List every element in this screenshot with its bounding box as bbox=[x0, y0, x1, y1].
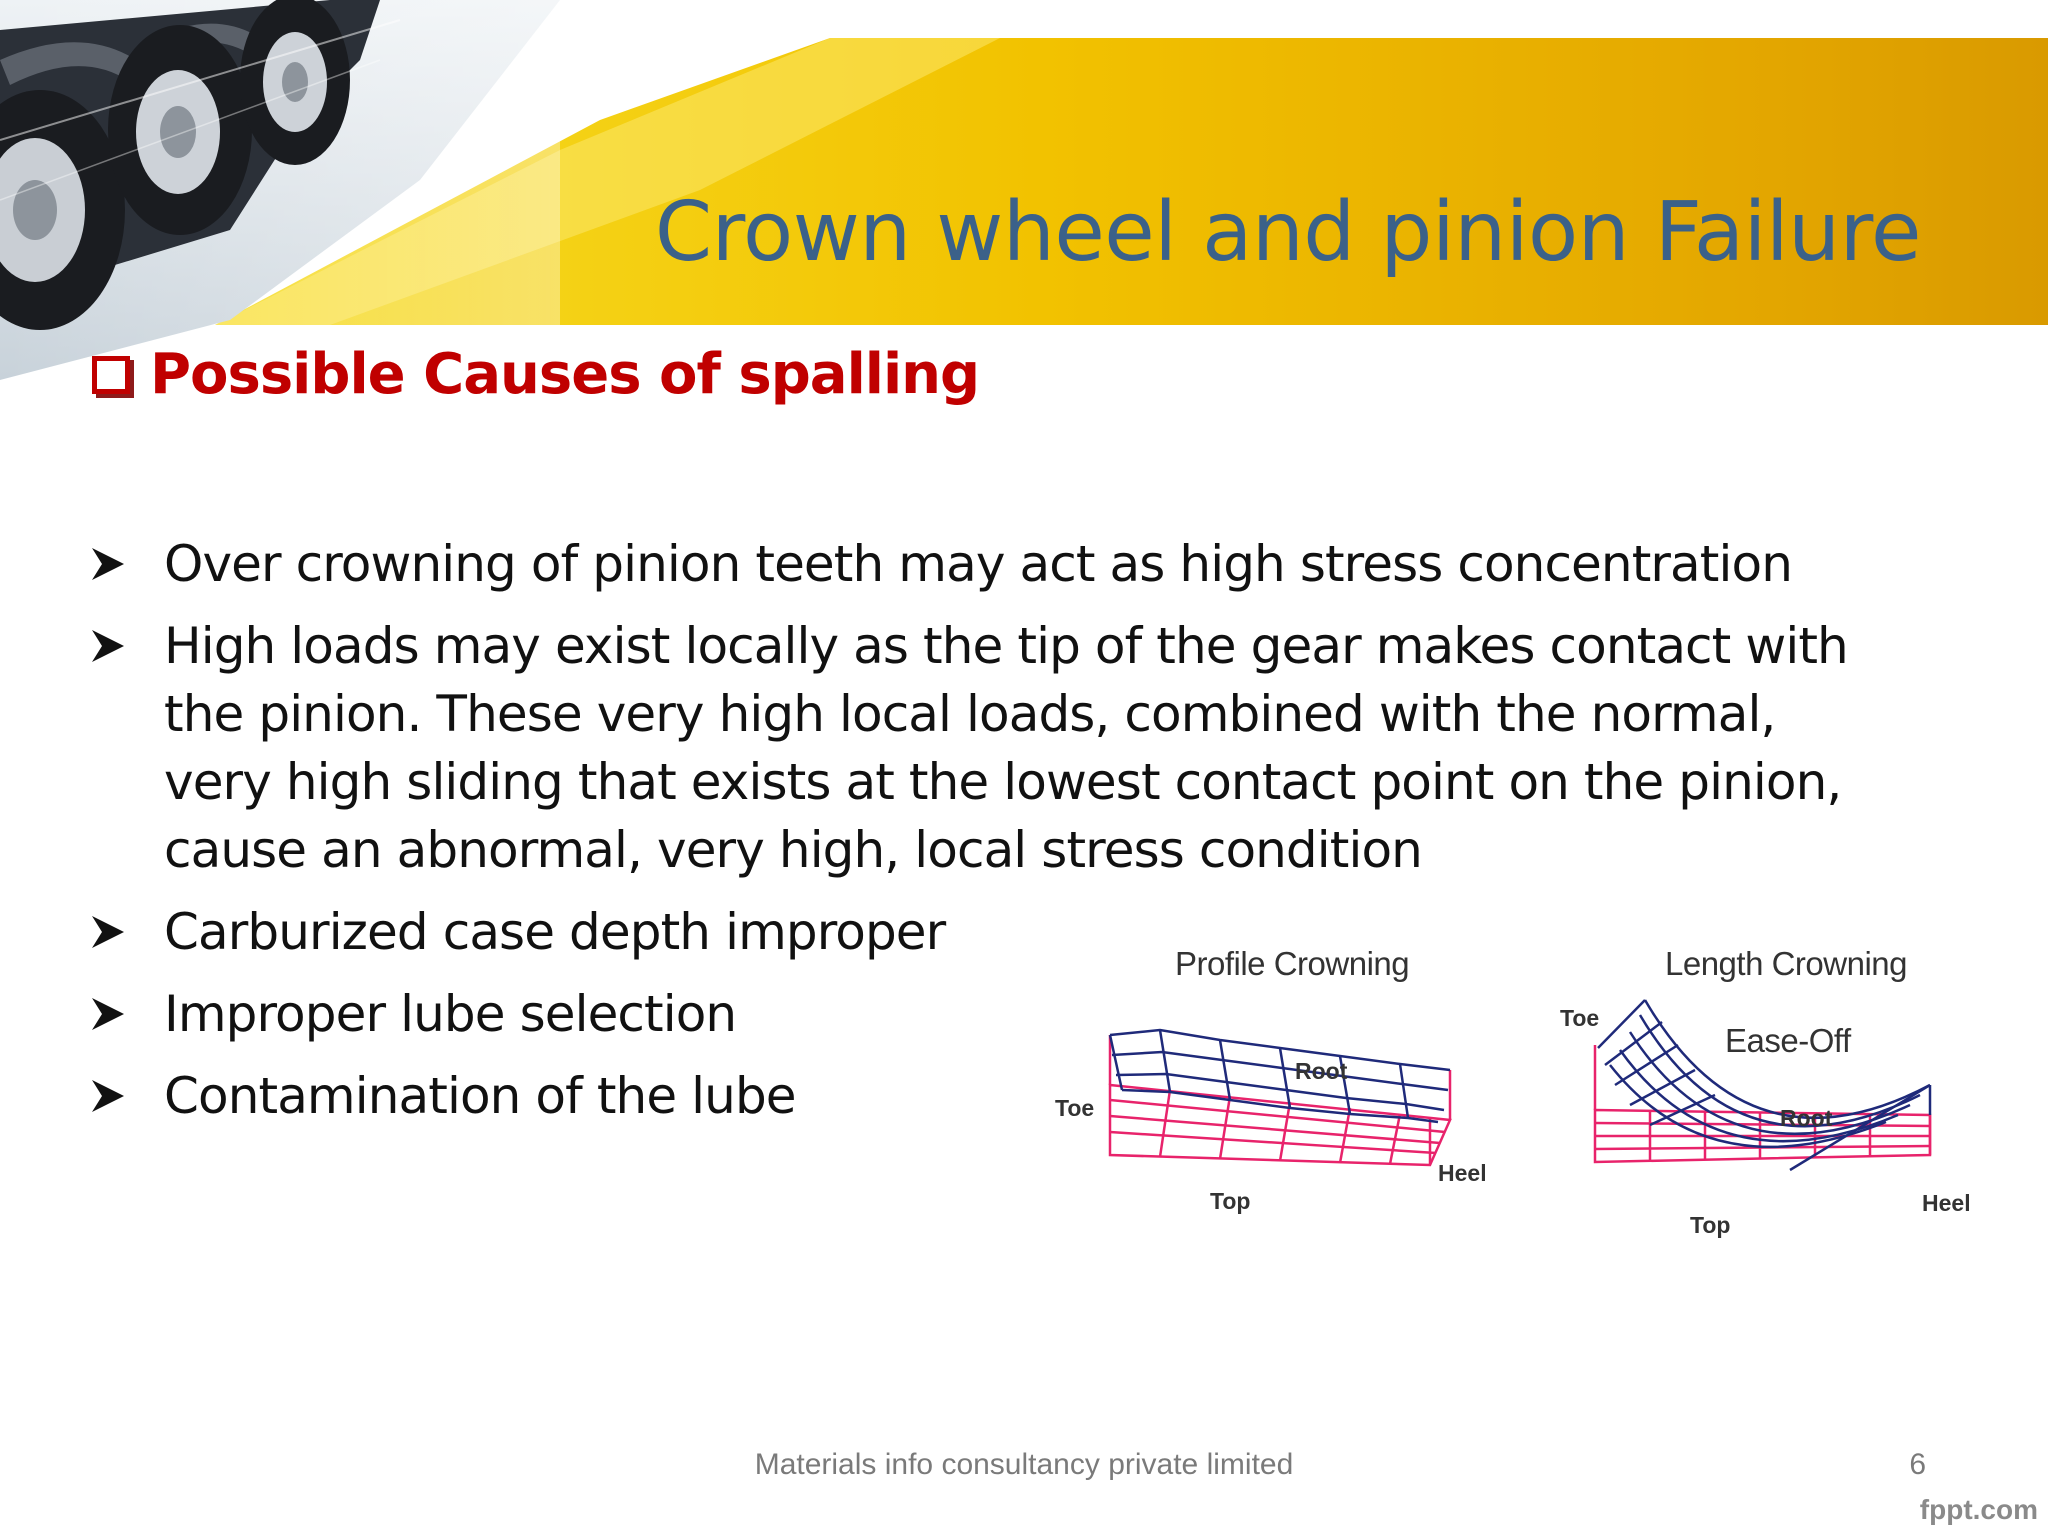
profile-root-label: Root bbox=[1295, 1058, 1348, 1084]
crowning-wireframe-image bbox=[1050, 940, 1990, 1270]
profile-crowning-title: Profile Crowning bbox=[1175, 945, 1410, 982]
list-item bbox=[90, 612, 1870, 884]
bullet-text: Carburized case depth improper bbox=[164, 903, 946, 961]
arrow-bullet-icon bbox=[90, 546, 126, 582]
ease-off-label: Ease-Off bbox=[1725, 1022, 1851, 1059]
length-heel-label: Heel bbox=[1922, 1190, 1971, 1216]
profile-toe-label: Toe bbox=[1055, 1095, 1095, 1121]
slide-title: Crown wheel and pinion Failure bbox=[654, 185, 1921, 280]
list-item bbox=[90, 530, 1870, 598]
page-number: 6 bbox=[1909, 1448, 1926, 1481]
arrow-bullet-icon bbox=[90, 914, 126, 950]
truck-wheels-image bbox=[0, 0, 560, 380]
arrow-bullet-icon bbox=[90, 1078, 126, 1114]
watermark: fppt.com bbox=[1919, 1494, 2038, 1525]
length-top-label: Top bbox=[1690, 1212, 1731, 1238]
bullet-text: Over crowning of pinion teeth may act as high stress concentration bbox=[164, 535, 1792, 593]
profile-heel-label: Heel bbox=[1438, 1160, 1487, 1186]
subheading-text: Possible Causes of spalling bbox=[150, 342, 980, 407]
footer-company: Materials info consultancy private limited bbox=[754, 1448, 1294, 1481]
bullet-text: Contamination of the lube bbox=[164, 1067, 796, 1125]
bullet-text: Improper lube selection bbox=[164, 985, 737, 1043]
checkbox-bullet-icon bbox=[92, 356, 130, 394]
length-toe-label: Toe bbox=[1560, 1005, 1600, 1031]
arrow-bullet-icon bbox=[90, 628, 126, 664]
length-root-label: Root bbox=[1780, 1105, 1833, 1131]
arrow-bullet-icon bbox=[90, 996, 126, 1032]
crowning-diagram bbox=[1050, 940, 1990, 1270]
bullet-text: High loads may exist locally as the tip of the gear makes contact with the pinion. These very high local loads, combined with the normal, very high sliding that exists at the lowest contact point on the pinion, cause an abnormal, very high, local stress condition bbox=[164, 617, 1848, 879]
subheading bbox=[92, 342, 979, 407]
profile-top-label: Top bbox=[1210, 1188, 1251, 1214]
length-crowning-title: Length Crowning bbox=[1665, 945, 1907, 982]
